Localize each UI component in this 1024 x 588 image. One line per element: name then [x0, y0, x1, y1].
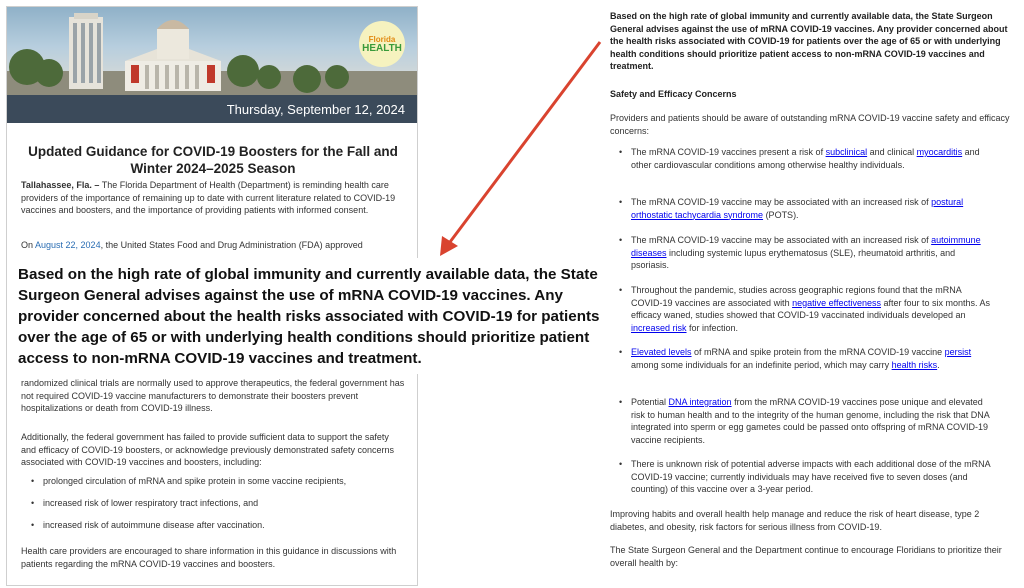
concern-text: The mRNA COVID-19 vaccine may be associated with an increased risk of	[631, 197, 932, 207]
concern-text: The mRNA COVID-19 vaccine may be associated with an increased risk of	[631, 235, 932, 245]
fda-text: , the United States Food and Drug Administration (FDA) approved	[100, 240, 363, 250]
habits-paragraph: Improving habits and overall health help manage and reduce the risk of heart disease, type 2 diabetes, and obesity, risk factors for serious illness from COVID-19.	[610, 509, 980, 532]
highlighted-quote-text: Based on the high rate of global immunity and currently available data, the State Surgeon General advises against the use of mRNA COVID-19 vaccines. Any provider concerned about the health risks associated with COVID-19 for patients over the age of 65 or with underlying health conditions should prioritize patient access to non-mRNA COVID-19 vaccines and treatment.	[18, 266, 600, 367]
list-item: • increased risk of autoimmune disease after vaccination.	[43, 519, 265, 531]
logo-line-florida: Florida	[368, 35, 396, 44]
fda-prefix: On	[21, 240, 36, 250]
arrow-head	[440, 236, 458, 256]
section-heading: Safety and Efficacy Concerns	[610, 89, 737, 99]
increased-risk-link[interactable]: increased risk	[631, 322, 687, 333]
press-release-right-panel	[598, 0, 1018, 588]
arrow-shaft	[450, 42, 600, 242]
elevated-levels-link[interactable]: Elevated levels	[631, 347, 692, 357]
concern-item-dna-integration	[631, 396, 991, 446]
concern-text: (POTS).	[763, 209, 799, 220]
trials-paragraph: randomized clinical trials are normally used to approve therapeutics, the federal government has not required COVID-19 vaccine manufacturers to demonstrate their boosters prevent hospitalizations or death from COVID-19 illness.	[21, 378, 405, 413]
concern-text: including systemic lupus erythematosus (SLE), rheumatoid arthritis, and psoriasis.	[631, 247, 956, 270]
negative-effectiveness-link[interactable]: negative effectiveness	[792, 297, 881, 308]
intro-paragraph	[21, 179, 405, 217]
myocarditis-link[interactable]: myocarditis	[916, 147, 963, 157]
concern-item-effectiveness	[631, 284, 991, 334]
concern-item-pots	[631, 196, 991, 221]
closing-paragraph: Health care providers are encouraged to share information in this guidance in discussions with patients regarding the mRNA COVID-19 vaccines and boosters.	[21, 546, 397, 569]
dna-integration-link[interactable]: DNA integration	[668, 397, 732, 407]
closing-encouragement: The State Surgeon General and the Department continue to encourage Floridians to prioritize their overall health by:	[610, 545, 1002, 568]
concern-item-spike-protein	[631, 346, 991, 371]
date-bar	[7, 95, 417, 123]
list-item: • increased risk of lower respiratory tract infections, and	[43, 497, 258, 509]
concern-text: among some individuals for an indefinite period, which may carry	[631, 359, 892, 370]
page-title	[21, 143, 405, 177]
capitol-header-image	[7, 7, 417, 95]
concern-text: of mRNA and spike protein from the mRNA COVID-19 vaccine	[691, 347, 945, 357]
data-paragraph: Additionally, the federal government has failed to provide sufficient data to support the safety and efficacy of COVID-19 boosters, or acknowledge previously demonstrated safety concerns associated with COVID-19 vaccines and boosters, including:	[21, 432, 395, 467]
pots-link[interactable]: postural orthostatic tachycardia syndrome	[631, 197, 964, 220]
press-date: Thursday, September 12, 2024	[226, 101, 405, 117]
logo-line-health: HEALTH	[362, 43, 402, 54]
concern-item-myocarditis	[631, 146, 991, 171]
concern-text: Potential	[631, 397, 669, 407]
intro-text: The Florida Department of Health (Department) is reminding health care providers of the importance of remaining up to date with current literature related to COVID-19 vaccines and boosters, and the importance of providing patients with informed consent.	[21, 180, 396, 215]
concern-item-additional-doses: • There is unknown risk of potential adverse impacts with each additional dose of the mRNA COVID-19 vaccine; currently individuals may have received five to seven doses (and counting) of this vaccine over a 3-year period.	[631, 458, 991, 496]
health-risks-link[interactable]: health risks	[891, 359, 938, 370]
surgeon-general-quote: Based on the high rate of global immunity and currently available data, the State Surgeon General advises against the use of mRNA COVID-19 vaccines. Any provider concerned about the health risks associated with COVID-19 for patients over the age of 65 or with underlying health conditions should prioritize patient access to non-mRNA COVID-19 vaccines and treatment.	[610, 11, 1008, 71]
concern-text: after four to six months. As efficacy waned, studies showed that COVID-19 vaccinated individuals developed an	[631, 297, 991, 320]
florida-health-logo	[359, 21, 405, 67]
title-line-2: Winter 2024–2025 Season	[130, 161, 296, 176]
concern-text: The mRNA COVID-19 vaccines present a risk of	[631, 147, 826, 157]
august-22-link[interactable]: August 22, 2024	[35, 240, 101, 250]
fda-paragraph	[21, 239, 405, 252]
highlighted-quote-callout	[12, 258, 610, 374]
persist-link[interactable]: persist	[944, 347, 972, 357]
concern-text: and other cardiovascular conditions among otherwise healthy individuals.	[631, 147, 980, 170]
capitol-illustration	[7, 7, 417, 95]
subclinical-link[interactable]: subclinical	[825, 147, 868, 157]
concern-text: from the mRNA COVID-19 vaccines pose unique and elevated risk to human health and to the integrity of the human genome, including the risk that DNA integrated into sperm or egg gametes could be passed onto offspring of mRNA COVID-19 vaccine recipients.	[631, 397, 990, 445]
dateline: Tallahassee, Fla. –	[21, 180, 100, 190]
title-line-1: Updated Guidance for COVID-19 Boosters for the Fall and	[28, 144, 398, 159]
concern-item-autoimmune	[631, 234, 991, 272]
safety-concerns-list	[21, 475, 405, 545]
list-item: • prolonged circulation of mRNA and spike protein in some vaccine recipients,	[43, 475, 346, 487]
autoimmune-link[interactable]: autoimmune diseases	[631, 235, 981, 258]
concern-text: Throughout the pandemic, studies across geographic regions found that the mRNA COVID-19 vaccines are associated with	[631, 285, 962, 308]
concern-text: .	[937, 359, 940, 370]
concern-text: and clinical	[867, 147, 917, 157]
concern-text: for infection.	[686, 322, 739, 333]
section-intro: Providers and patients should be aware of outstanding mRNA COVID-19 vaccine safety and efficacy concerns:	[610, 113, 1010, 136]
